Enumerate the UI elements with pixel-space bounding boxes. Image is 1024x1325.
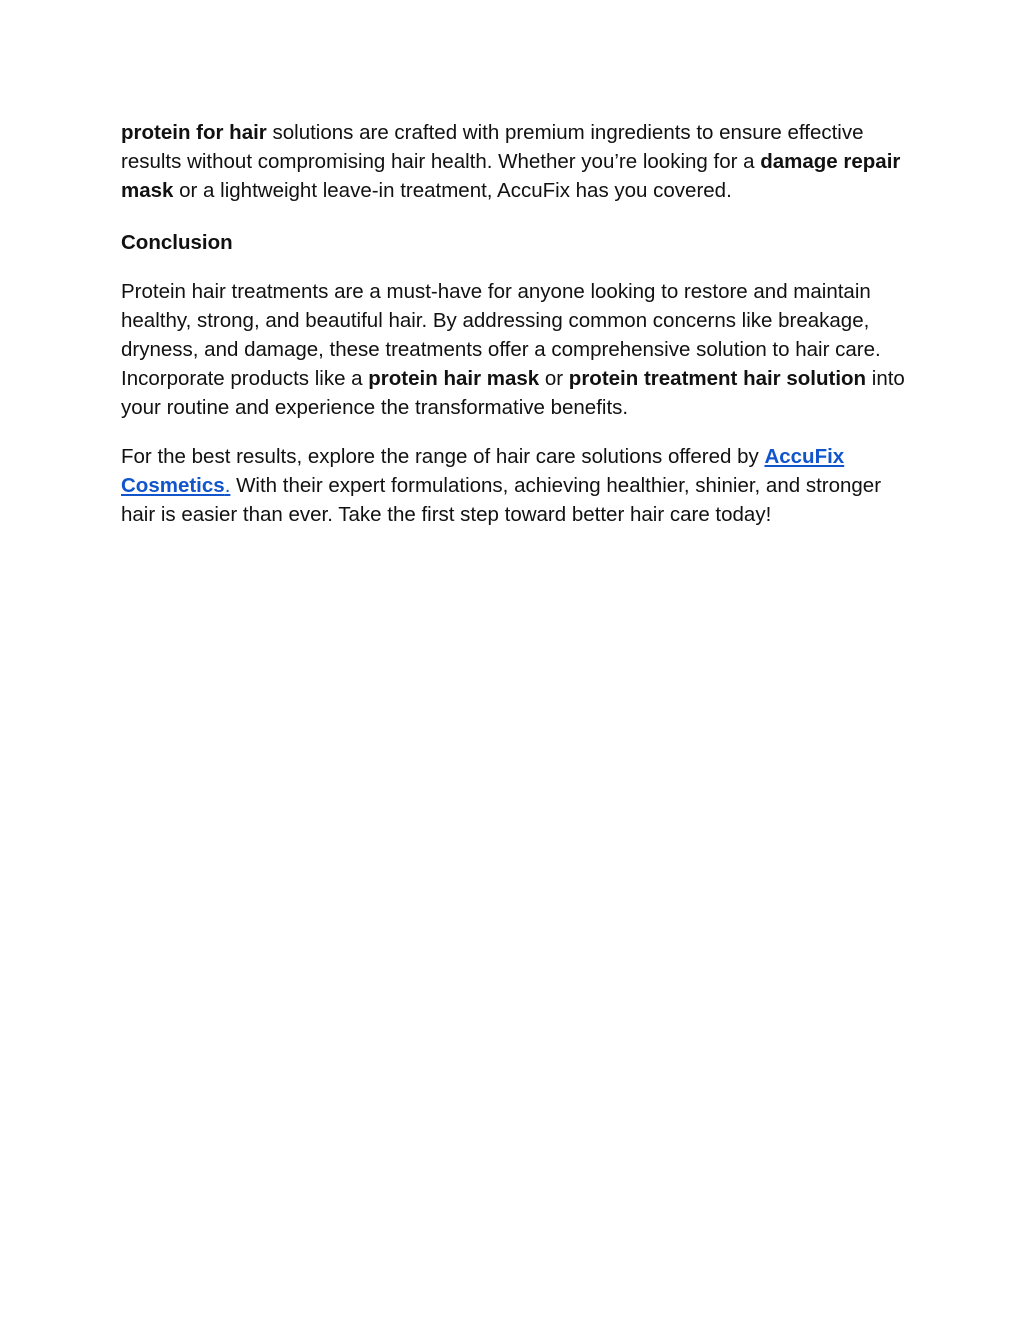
paragraph-text: Protein hair treatments are a must-have for anyone looking to restore and maintain healthy, strong, and beautiful hair. By addressing common concerns like breakage, dryness, and damage, these treatments offer a comprehensive solution to hair care. Incorporate products like a	[121, 280, 881, 390]
link-period[interactable]: .	[224, 474, 231, 497]
paragraph-text: solutions are crafted with premium ingredients to ensure effective results without compromising hair health. Whether you’re looking for a	[121, 121, 864, 173]
conclusion-paragraph	[121, 277, 911, 422]
accufix-cosmetics-link[interactable]: AccuFix Cosmetics	[121, 445, 845, 497]
paragraph-text: into your routine and experience the transformative benefits.	[121, 367, 905, 419]
paragraph-text: or	[539, 367, 569, 390]
intro-paragraph	[121, 118, 911, 205]
bold-phrase-damage-repair-mask: damage repair mask	[121, 150, 901, 202]
paragraph-text: or a lightweight leave-in treatment, AccuFix has you covered.	[173, 179, 732, 202]
bold-phrase-protein-treatment: protein treatment hair solution	[568, 367, 867, 390]
section-heading: Conclusion	[121, 231, 233, 254]
bold-phrase-protein-hair-mask: protein hair mask	[368, 367, 540, 390]
document-page	[121, 118, 911, 529]
paragraph-text: With their expert formulations, achieving healthier, shinier, and stronger hair is easier than ever. Take the first step toward better hair care today!	[121, 474, 882, 526]
paragraph-text: For the best results, explore the range of hair care solutions offered by	[121, 445, 765, 468]
bold-phrase-protein-for-hair: protein for hair	[121, 121, 267, 144]
closing-paragraph	[121, 442, 911, 529]
